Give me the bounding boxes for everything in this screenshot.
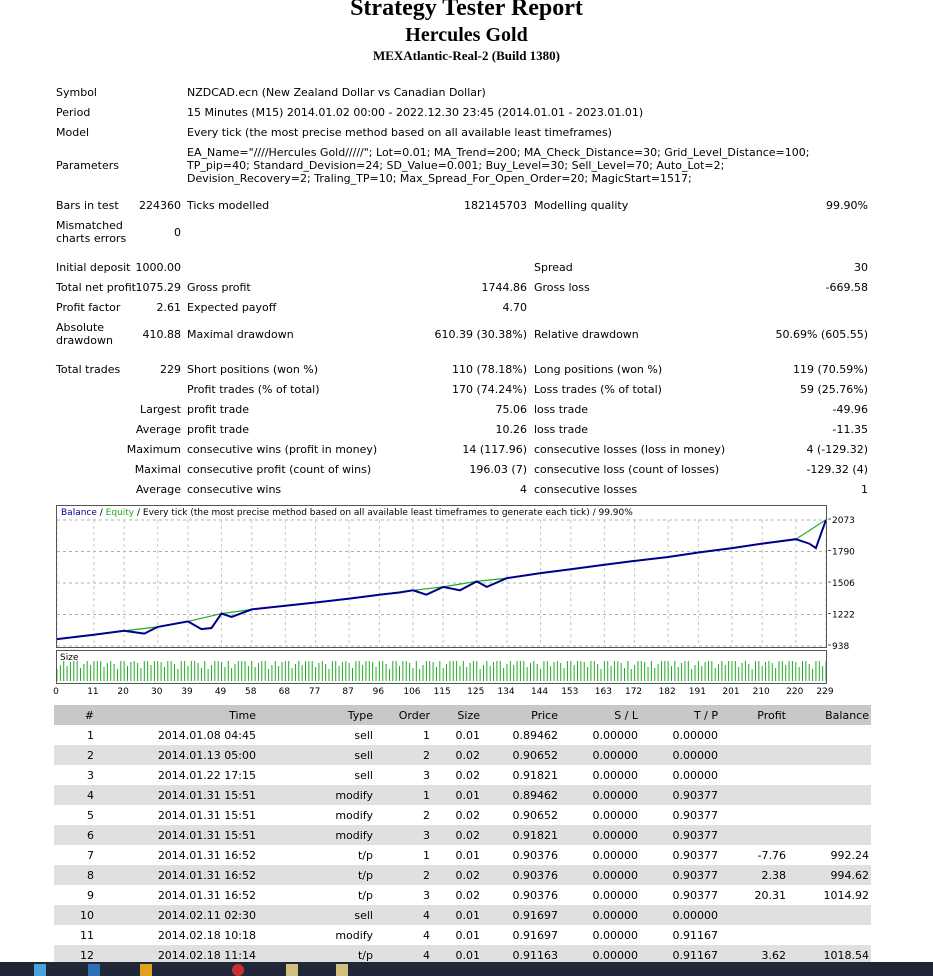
mismatch-label-2: charts errors: [56, 232, 127, 245]
table-cell: [720, 905, 788, 925]
table-cell: 20.31: [754, 888, 786, 902]
rel-dd-label: Relative drawdown: [534, 328, 639, 341]
chart-y-axis: [828, 505, 888, 665]
table-cell: 0.00000: [560, 905, 640, 925]
legend-balance: Balance: [61, 508, 97, 518]
table-cell: 992.24: [830, 848, 869, 862]
table-row: [54, 725, 871, 745]
table-cell: 10: [54, 905, 96, 925]
table-cell: 0.01: [455, 848, 480, 862]
x-tick-label: 125: [467, 687, 485, 697]
table-cell: 0.91697: [512, 928, 558, 942]
table-cell: 2014.01.08 04:45: [157, 728, 256, 742]
x-tick-label: 0: [53, 687, 59, 697]
max-consec-losses-value: 4 (-129.32): [806, 443, 868, 456]
table-cell: 0.00000: [640, 905, 720, 925]
table-cell: t/p: [357, 848, 373, 862]
table-cell: t/p: [258, 865, 375, 885]
total-trades-label: Total trades: [56, 363, 121, 376]
profit-factor-value: 2.61: [156, 301, 181, 314]
col-header: Order: [375, 705, 432, 725]
symbol-label: Symbol: [56, 86, 97, 99]
table-cell: 0.00000: [592, 888, 638, 902]
table-cell: 0.90377: [640, 865, 720, 885]
table-cell: sell: [354, 728, 373, 742]
table-cell: 4: [375, 945, 432, 965]
max-consec-losses-label: consecutive losses (loss in money): [534, 443, 726, 456]
table-cell: 0.00000: [560, 745, 640, 765]
table-cell: [720, 825, 788, 845]
table-cell: 0.00000: [592, 928, 638, 942]
chart-plot: [57, 506, 826, 647]
col-header: Time: [96, 705, 258, 725]
rel-dd-value: 50.69% (605.55): [775, 328, 868, 341]
gross-profit-value: 1744.86: [481, 281, 527, 294]
table-cell: 2.38: [720, 865, 788, 885]
x-tick-label: 210: [752, 687, 770, 697]
x-tick-label: 96: [372, 687, 385, 697]
app-icon[interactable]: [140, 964, 152, 976]
x-tick-label: 11: [87, 687, 99, 697]
table-cell: sell: [258, 905, 375, 925]
largest-loss-label: loss trade: [534, 403, 589, 416]
table-cell: 11: [80, 928, 94, 942]
maximum-label: Maximum: [126, 443, 181, 456]
table-cell: 0.00000: [592, 848, 638, 862]
max-consec-wins-label: consecutive wins (profit in money): [187, 443, 378, 456]
col-header: #: [54, 705, 96, 725]
x-tick-label: 220: [786, 687, 804, 697]
x-tick-label: 87: [342, 687, 354, 697]
x-tick-label: 153: [561, 687, 579, 697]
table-cell: [788, 785, 871, 805]
x-tick-label: 201: [722, 687, 740, 697]
table-cell: [720, 745, 788, 765]
table-row: [54, 925, 871, 945]
table-cell: 2014.01.13 05:00: [96, 745, 258, 765]
trades-table: [54, 705, 871, 965]
y-tick-label: 938: [832, 642, 850, 652]
equity-line: [57, 520, 826, 639]
table-cell: 0.00000: [560, 945, 640, 965]
x-tick-label: 49: [214, 687, 227, 697]
table-row: [54, 865, 871, 885]
total-trades-value: 229: [160, 363, 181, 376]
y-tick-label: 1222: [832, 610, 855, 621]
x-tick-label: 172: [624, 687, 643, 697]
table-cell: 4: [423, 928, 430, 942]
app-icon[interactable]: [34, 964, 46, 976]
table-row: [54, 905, 871, 925]
balance-chart: [56, 505, 827, 648]
table-cell: 0.01: [432, 905, 482, 925]
table-cell: -7.76: [757, 848, 786, 862]
table-cell: 0.91697: [482, 905, 560, 925]
table-row: [54, 845, 871, 865]
table-cell: 0.00000: [592, 808, 638, 822]
table-cell: [788, 825, 871, 845]
max-dd-value: 610.39 (30.38%): [434, 328, 527, 341]
x-tick-label: 144: [530, 687, 549, 697]
expected-payoff-label: Expected payoff: [187, 301, 277, 314]
table-cell: 2014.01.31 16:52: [157, 848, 256, 862]
taskbar: [0, 962, 933, 976]
size-chart: [56, 650, 827, 684]
table-cell: modify: [335, 928, 373, 942]
deposit-value: 1000.00: [135, 261, 181, 274]
ticks-value: 182145703: [464, 199, 527, 212]
absolute-dd-label: Absolute: [56, 321, 105, 334]
x-tick-label: 182: [658, 687, 676, 697]
table-row: [54, 825, 871, 845]
table-cell: t/p: [357, 888, 373, 902]
table-header: [54, 705, 871, 725]
table-row: [54, 785, 871, 805]
long-positions-label: Long positions (won %): [534, 363, 663, 376]
table-cell: 2014.01.31 16:52: [157, 888, 256, 902]
largest-profit-value: 75.06: [495, 403, 527, 416]
x-tick-label: 30: [151, 687, 163, 697]
largest-loss-value: -49.96: [832, 403, 868, 416]
col-header: Type: [258, 705, 375, 725]
short-positions-value: 110 (78.18%): [451, 363, 527, 376]
x-tick-label: 163: [594, 687, 612, 697]
x-tick-label: 77: [308, 687, 321, 697]
x-tick-label: 106: [403, 687, 421, 697]
table-cell: [788, 765, 871, 785]
app-icon[interactable]: [336, 964, 348, 976]
table-cell: [788, 925, 871, 945]
y-tick-label: 2073: [832, 516, 855, 526]
long-positions-value: 119 (70.59%): [792, 363, 868, 376]
table-cell: 3: [423, 888, 430, 902]
table-cell: [720, 725, 788, 745]
table-cell: 0.90377: [640, 785, 720, 805]
gross-loss-label: Gross loss: [534, 281, 590, 294]
x-tick-label: 134: [497, 687, 515, 697]
avg-consec-wins-label: consecutive wins: [187, 483, 282, 496]
table-cell: 0.01: [432, 945, 482, 965]
balance-line: [57, 520, 826, 639]
avg-consec-wins-value: 4: [520, 483, 527, 496]
table-cell: [788, 745, 871, 765]
table-cell: [720, 785, 788, 805]
table-cell: 2: [375, 745, 432, 765]
table-cell: modify: [258, 785, 375, 805]
largest-profit-label: profit trade: [187, 403, 250, 416]
ticks-label: Ticks modelled: [187, 199, 270, 212]
profit-trades-value: 170 (74.24%): [451, 383, 527, 396]
table-cell: 0.90376: [482, 865, 560, 885]
table-cell: 0.89462: [482, 785, 560, 805]
short-positions-label: Short positions (won %): [187, 363, 319, 376]
table-cell: 1018.54: [788, 945, 871, 965]
table-cell: 4: [54, 785, 96, 805]
table-cell: modify: [258, 825, 375, 845]
table-cell: 0.90377: [672, 848, 718, 862]
table-cell: 0.02: [432, 745, 482, 765]
table-cell: 0.02: [455, 808, 480, 822]
net-profit-label: Total net profit: [56, 281, 136, 294]
table-cell: 9: [87, 888, 94, 902]
table-cell: 2014.02.18 10:18: [157, 928, 256, 942]
table-cell: 0.89462: [512, 728, 558, 742]
table-cell: 0.00000: [672, 768, 718, 782]
table-cell: 7: [87, 848, 94, 862]
col-header: Profit: [720, 705, 788, 725]
x-tick-label: 39: [181, 687, 193, 697]
model-label: Model: [56, 126, 90, 139]
table-cell: 1014.92: [823, 888, 869, 902]
table-cell: 1: [423, 728, 430, 742]
table-cell: 12: [54, 945, 96, 965]
legend-separator: /: [96, 508, 106, 518]
col-header: T / P: [640, 705, 720, 725]
max-consec-loss-value: -129.32 (4): [806, 463, 868, 476]
profit-factor-label: Profit factor: [56, 301, 121, 314]
x-tick-label: 58: [245, 687, 257, 697]
table-cell: t/p: [258, 945, 375, 965]
gross-loss-value: -669.58: [825, 281, 868, 294]
table-cell: 6: [54, 825, 96, 845]
table-cell: 8: [54, 865, 96, 885]
table-cell: 0.90377: [672, 888, 718, 902]
table-cell: 3.62: [720, 945, 788, 965]
gross-profit-label: Gross profit: [187, 281, 251, 294]
period-value: 15 Minutes (M15) 2014.01.02 00:00 - 2022.12.30 23:45 (2014.01.01 - 2023.01.01): [187, 106, 644, 119]
table-cell: 0.02: [432, 825, 482, 845]
average-loss-value: -11.35: [832, 423, 868, 436]
average-profit-value: 10.26: [495, 423, 527, 436]
table-cell: 2: [54, 745, 96, 765]
table-cell: 2: [423, 808, 430, 822]
spread-label: Spread: [534, 261, 573, 274]
table-cell: [720, 805, 788, 825]
table-row: [54, 765, 871, 785]
table-cell: 994.62: [788, 865, 871, 885]
absolute-dd-label-2: drawdown: [56, 334, 113, 347]
legend-equity: Equity: [105, 508, 135, 518]
profit-trades-label: Profit trades (% of total): [187, 383, 320, 396]
table-cell: 2014.01.31 15:51: [96, 825, 258, 845]
mismatch-label: Mismatched: [56, 219, 123, 232]
average-profit-label: profit trade: [187, 423, 250, 436]
maximal-label: Maximal: [134, 463, 181, 476]
table-cell: 0.91163: [482, 945, 560, 965]
deposit-label: Initial deposit: [56, 261, 131, 274]
table-cell: 1: [87, 728, 94, 742]
size-plot: [57, 651, 826, 683]
table-cell: 0.01: [455, 928, 480, 942]
table-cell: [788, 725, 871, 745]
table-cell: 3: [423, 768, 430, 782]
table-cell: 2014.01.22 17:15: [157, 768, 256, 782]
table-cell: 0.00000: [560, 785, 640, 805]
loss-trades-label: Loss trades (% of total): [534, 383, 662, 396]
table-cell: 2: [375, 865, 432, 885]
table-cell: modify: [335, 808, 373, 822]
table-cell: sell: [258, 745, 375, 765]
table-row: [54, 745, 871, 765]
table-cell: 1: [375, 785, 432, 805]
table-cell: 0.91821: [482, 825, 560, 845]
max-consec-profit-value: 196.03 (7): [469, 463, 527, 476]
quality-value: 99.90%: [826, 199, 868, 212]
table-cell: 0.01: [455, 728, 480, 742]
table-cell: [720, 765, 788, 785]
table-cell: 0.02: [455, 888, 480, 902]
x-tick-label: 115: [433, 687, 451, 697]
period-label: Period: [56, 106, 91, 119]
x-tick-label: 68: [278, 687, 291, 697]
chart-x-axis: [50, 684, 840, 698]
table-cell: 2014.01.31 16:52: [96, 865, 258, 885]
max-consec-wins-value: 14 (117.96): [462, 443, 527, 456]
table-cell: 0.91167: [640, 945, 720, 965]
table-cell: 0.00000: [640, 745, 720, 765]
x-tick-label: 191: [688, 687, 706, 697]
table-row: [54, 805, 871, 825]
table-cell: 1: [423, 848, 430, 862]
expected-payoff-value: 4.70: [502, 301, 527, 314]
table-cell: 0.00000: [592, 728, 638, 742]
server-build: MEXAtlantic-Real-2 (Build 1380): [372, 48, 561, 63]
table-cell: [788, 905, 871, 925]
table-cell: 4: [375, 905, 432, 925]
table-cell: 0.00000: [672, 728, 718, 742]
quality-label: Modelling quality: [534, 199, 629, 212]
absolute-dd-value: 410.88: [142, 328, 181, 341]
table-cell: 0.90377: [672, 808, 718, 822]
table-cell: [788, 805, 871, 825]
spread-value: 30: [854, 261, 868, 274]
table-cell: 0.91821: [512, 768, 558, 782]
ea-name: Hercules Gold: [405, 24, 528, 46]
table-cell: 0.90376: [512, 848, 558, 862]
table-cell: 0.02: [455, 768, 480, 782]
table-cell: 5: [87, 808, 94, 822]
average2-label: Average: [135, 483, 181, 496]
col-header: Balance: [788, 705, 871, 725]
loss-trades-value: 59 (25.76%): [799, 383, 868, 396]
x-tick-label: 229: [816, 687, 834, 697]
y-tick-label: 1790: [832, 547, 855, 558]
app-icon[interactable]: [88, 964, 100, 976]
legend-description: / Every tick (the most precise method based on all available least timeframes to generate each tick) / 99.90%: [134, 508, 633, 518]
table-row: [54, 885, 871, 905]
table-cell: 2014.02.11 02:30: [96, 905, 258, 925]
largest-label: Largest: [140, 403, 181, 416]
net-profit-value: 1075.29: [135, 281, 181, 294]
y-tick-label: 1506: [832, 579, 855, 589]
table-cell: [720, 925, 788, 945]
max-consec-profit-label: consecutive profit (count of wins): [187, 463, 372, 476]
table-cell: 0.01: [432, 785, 482, 805]
report-title: Strategy Tester Report: [350, 0, 583, 21]
table-cell: 0.90376: [512, 888, 558, 902]
table-cell: 0.91167: [672, 928, 718, 942]
col-header: Price: [482, 705, 560, 725]
max-dd-label: Maximal drawdown: [187, 328, 294, 341]
table-cell: 2014.01.31 15:51: [157, 808, 256, 822]
average-loss-label: loss trade: [534, 423, 589, 436]
mismatch-value: 0: [174, 226, 181, 239]
table-cell: 3: [87, 768, 94, 782]
average-label: Average: [135, 423, 181, 436]
table-cell: 0.00000: [560, 865, 640, 885]
table-cell: 2014.02.18 11:14: [96, 945, 258, 965]
table-cell: 2014.01.31 15:51: [96, 785, 258, 805]
table-cell: 3: [375, 825, 432, 845]
table-cell: 0.90377: [640, 825, 720, 845]
max-consec-loss-label: consecutive loss (count of losses): [534, 463, 720, 476]
col-header: Size: [432, 705, 482, 725]
table-cell: 0.90652: [482, 745, 560, 765]
bars-label: Bars in test: [56, 199, 119, 212]
app-icon[interactable]: [286, 964, 298, 976]
avg-consec-losses-value: 1: [861, 483, 868, 496]
parameters-label: Parameters: [56, 159, 119, 172]
size-label: Size: [60, 653, 79, 663]
bars-value: 224360: [139, 199, 181, 212]
model-value: Every tick (the most precise method based on all available least timeframes): [187, 126, 612, 139]
table-cell: 0.00000: [592, 768, 638, 782]
col-header: S / L: [560, 705, 640, 725]
x-tick-label: 20: [117, 687, 129, 697]
table-cell: 0.02: [432, 865, 482, 885]
table-cell: 0.00000: [560, 825, 640, 845]
parameters-value: EA_Name="////Hercules Gold/////"; Lot=0.01; MA_Trend=200; MA_Check_Distance=30; Grid_Level_Distance=100; TP_pip=40; Standard_Devision=24; SD_Value=0.001; Buy_Level=30; Sell_Level=70; Auto_Lot=2; Devision_Recovery=2; Traling_TP=10; Max_Spread_For_Open_Order=20; MagicStart=1517;: [187, 146, 810, 185]
table-cell: 0.90652: [512, 808, 558, 822]
symbol-value: NZDCAD.ecn (New Zealand Dollar vs Canadian Dollar): [187, 86, 486, 99]
table-cell: sell: [354, 768, 373, 782]
app-icon[interactable]: [232, 964, 244, 976]
avg-consec-losses-label: consecutive losses: [534, 483, 638, 496]
